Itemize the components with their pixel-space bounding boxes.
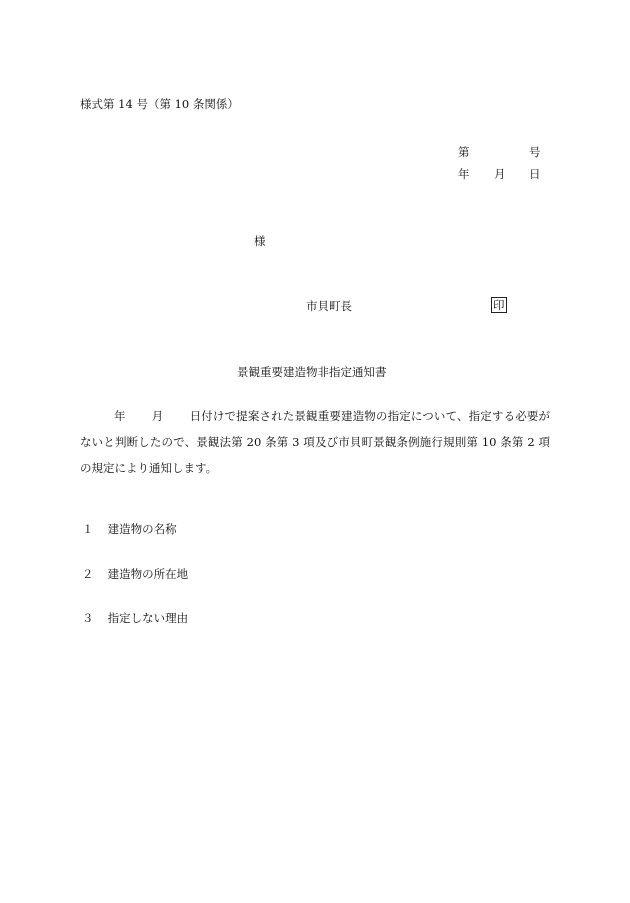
item-number: ２	[82, 567, 94, 581]
item-label: 建造物の所在地	[107, 567, 189, 581]
seal-box: 印	[493, 298, 505, 312]
date-month: 月	[494, 167, 506, 181]
ref-suffix: 号	[529, 145, 541, 159]
body-month: 月	[151, 409, 164, 423]
item-label: 建造物の名称	[107, 522, 177, 536]
item-label: 指定しない理由	[107, 611, 189, 625]
item-number: １	[82, 522, 94, 536]
date-day: 日	[529, 167, 541, 181]
body-year: 年	[114, 409, 126, 423]
date-year: 年	[458, 167, 470, 181]
list-item	[82, 521, 177, 537]
body-text: 日付けで提案された景観重要建造物の指定について、指定する必要がないと判断したので、景観法第 20 条第 3 項及び市貝町景観条例施行規則第 10 条第 2 項の規定により通知します。	[80, 409, 551, 475]
list-item	[82, 610, 188, 626]
list-item	[82, 566, 188, 582]
addressee-suffix: 様	[254, 234, 266, 248]
sender-title: 市貝町長	[306, 299, 352, 313]
body-paragraph	[80, 403, 550, 481]
seal-mark	[491, 297, 507, 313]
ref-prefix: 第	[458, 145, 470, 159]
form-label: 様式第 14 号（第 10 条関係）	[80, 97, 239, 111]
item-number: ３	[82, 611, 94, 625]
document-title: 景観重要建造物非指定通知書	[237, 365, 387, 379]
